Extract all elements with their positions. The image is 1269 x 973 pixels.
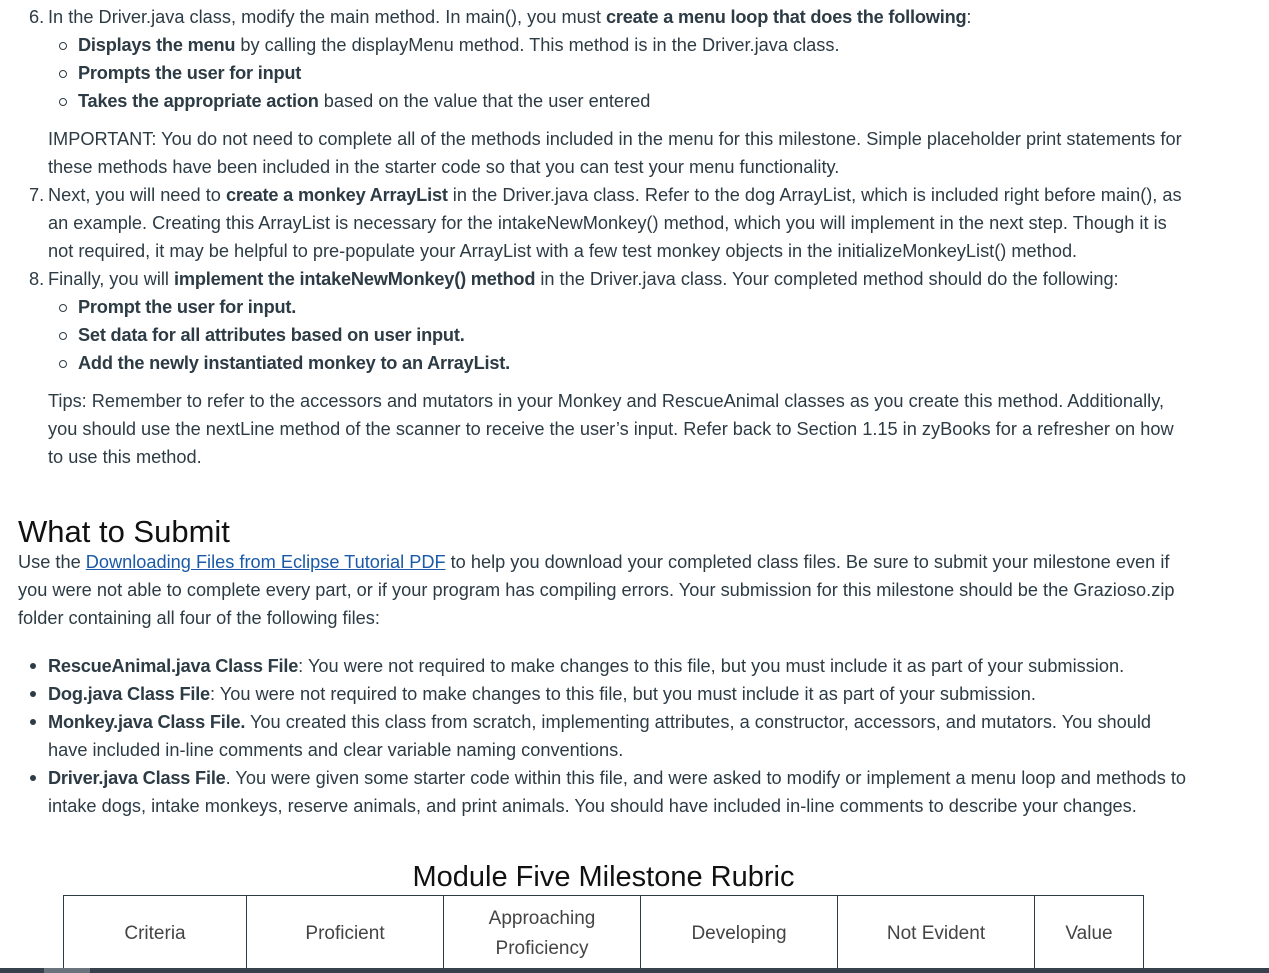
submit-intro bbox=[18, 548, 1198, 632]
sub-item-bold: Set data for all attributes based on user input. bbox=[78, 325, 465, 345]
file-item bbox=[48, 708, 1193, 764]
step-text: in the Driver.java class. Refer to the dog ArrayList, which is included right before main(), as an example. Creating this ArrayList is necessary for the intakeNewMonkey() method, which you will implement in the next step. Though it is not required, it may be helpful to pre-populate your ArrayList with a few test monkey objects in the initializeMonkeyList() method. bbox=[48, 185, 1182, 261]
step-8 bbox=[29, 265, 1193, 471]
step-number: 6. bbox=[29, 7, 45, 27]
tutorial-pdf-link[interactable]: Downloading Files from Eclipse Tutorial PDF bbox=[85, 552, 446, 572]
scrollbar-thumb[interactable] bbox=[44, 968, 90, 973]
step-7 bbox=[29, 181, 1193, 265]
submission-file-list bbox=[0, 652, 1193, 820]
step-text: Finally, you will bbox=[48, 269, 174, 289]
sub-item-bold: Prompt the user for input. bbox=[78, 297, 297, 317]
step-text: : bbox=[966, 7, 972, 27]
rubric-header-row bbox=[64, 896, 1144, 973]
file-description: You created this class from scratch, implementing attributes, a constructor, accessors, and mutators. You should have included in-line comments and clear variable naming conventions. bbox=[48, 712, 1152, 760]
submit-intro-text: Use the bbox=[18, 552, 86, 572]
step-bold: create a monkey ArrayList bbox=[225, 185, 448, 205]
step-bold: implement the intakeNewMonkey() method bbox=[174, 269, 536, 289]
file-name: RescueAnimal.java Class File bbox=[48, 656, 299, 676]
file-item bbox=[48, 680, 1193, 708]
what-to-submit-heading: What to Submit bbox=[18, 514, 230, 549]
step-text: Next, you will need to bbox=[48, 185, 226, 205]
sub-item bbox=[78, 349, 1193, 377]
rubric-header-cell: Value bbox=[1035, 896, 1144, 973]
rubric-title: Module Five Milestone Rubric bbox=[412, 861, 795, 893]
step-text: in the Driver.java class. Your completed method should do the following: bbox=[535, 269, 1119, 289]
sub-item bbox=[78, 321, 1193, 349]
step-text: In the Driver.java class, modify the main method. In main(), you must bbox=[48, 7, 606, 27]
submit-intro-text: to help you download your completed class files. Be sure to submit your milestone even if you were not able to complete every part, or if your program has compiling errors. Your submission for this milestone should be the Grazioso.zip folder containing all four of the following files: bbox=[18, 552, 1175, 628]
step-number: 7. bbox=[29, 185, 45, 205]
tips-paragraph: Tips: Remember to refer to the accessors and mutators in your Monkey and RescueAnimal classes as you create this method. Additionally, you should use the nextLine method of the scanner to receive the user’s input. Refer back to Section 1.15 in zyBooks for a refresher on how to use this method. bbox=[48, 391, 1174, 467]
file-description: : You were not required to make changes to this file, but you must include it as part of your submission. bbox=[209, 684, 1036, 704]
sub-item bbox=[78, 293, 1193, 321]
sub-list bbox=[48, 293, 1193, 377]
sub-list bbox=[48, 31, 1193, 115]
file-description: : You were not required to make changes to this file, but you must include it as part of your submission. bbox=[298, 656, 1125, 676]
sub-item-bold: Prompts the user for input bbox=[78, 63, 302, 83]
sub-item bbox=[78, 87, 1193, 115]
sub-item bbox=[78, 59, 1193, 87]
rubric-table bbox=[63, 895, 1144, 973]
sub-item bbox=[78, 31, 1193, 59]
sub-item-text: by calling the displayMenu method. This method is in the Driver.java class. bbox=[235, 35, 840, 55]
instruction-steps bbox=[0, 3, 1269, 471]
file-name: Monkey.java Class File. bbox=[48, 712, 246, 732]
step-6 bbox=[29, 3, 1193, 181]
sub-item-text: based on the value that the user entered bbox=[318, 91, 651, 111]
file-name: Dog.java Class File bbox=[48, 684, 210, 704]
file-item bbox=[48, 764, 1193, 820]
step-number: 8. bbox=[29, 269, 45, 289]
file-item bbox=[48, 652, 1193, 680]
file-name: Driver.java Class File bbox=[48, 768, 226, 788]
rubric-header-cell: Developing bbox=[641, 896, 838, 973]
step-bold: create a menu loop that does the following bbox=[605, 7, 967, 27]
rubric-header-cell: Criteria bbox=[64, 896, 247, 973]
assignment-content bbox=[0, 3, 1269, 820]
horizontal-scrollbar[interactable] bbox=[0, 968, 1269, 973]
important-note: IMPORTANT: You do not need to complete all of the methods included in the menu for this milestone. Simple placeholder print statements for these methods have been included in the starter code so that you can test your menu functionality. bbox=[48, 129, 1182, 177]
rubric-header-cell: Proficient bbox=[247, 896, 444, 973]
file-description: . You were given some starter code within this file, and were asked to modify or implement a menu loop and methods to intake dogs, intake monkeys, reserve animals, and print animals. You should have included in-line comments to describe your changes. bbox=[48, 768, 1187, 816]
sub-item-bold: Displays the menu bbox=[78, 35, 236, 55]
rubric-header-cell: Approaching Proficiency bbox=[444, 896, 641, 973]
rubric-header-cell: Not Evident bbox=[838, 896, 1035, 973]
sub-item-bold: Takes the appropriate action bbox=[78, 91, 319, 111]
sub-item-bold: Add the newly instantiated monkey to an ArrayList. bbox=[78, 353, 510, 373]
